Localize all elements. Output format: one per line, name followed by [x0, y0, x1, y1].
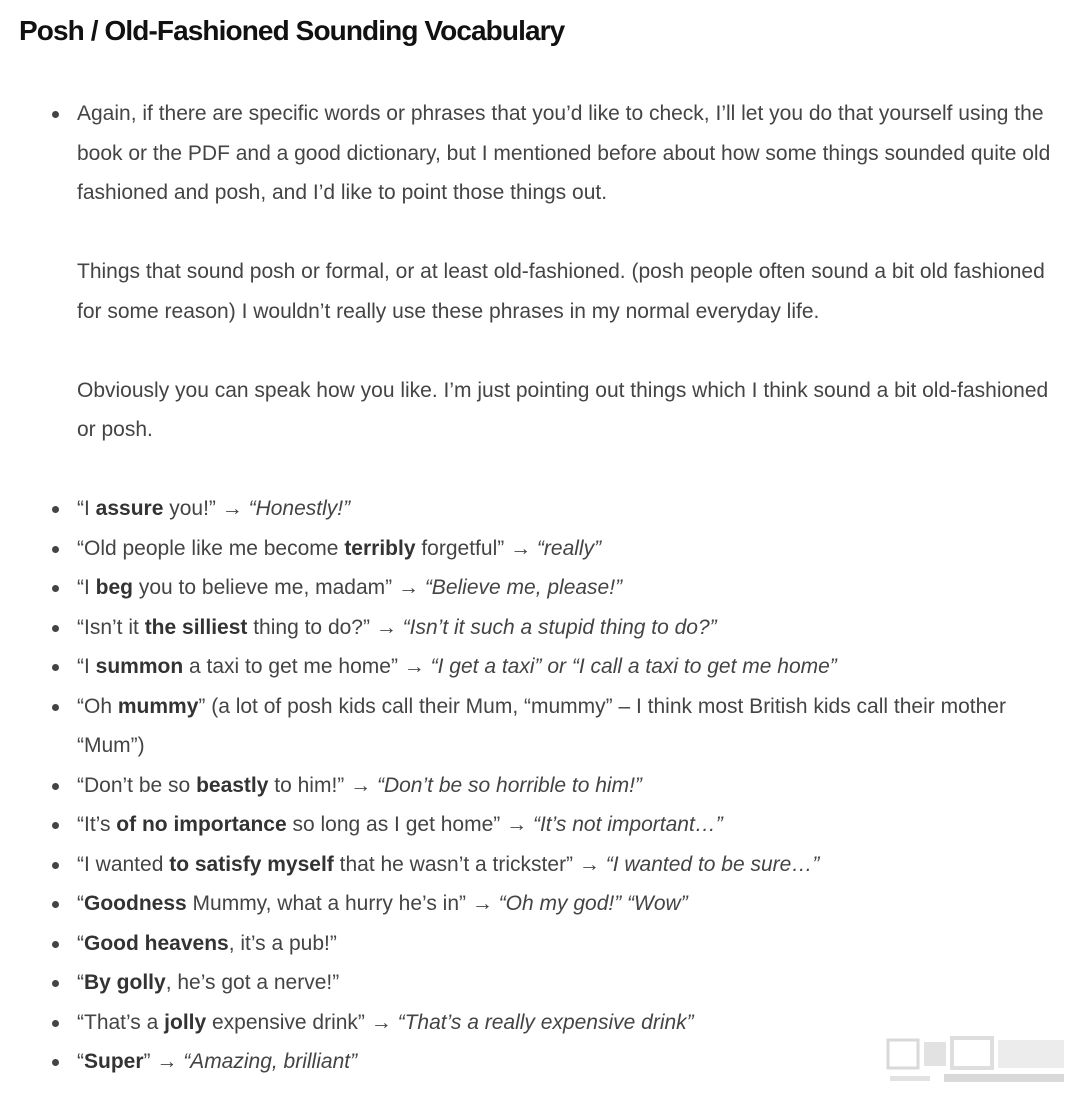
phrase-item: [0, 608, 1060, 648]
phrase-meaning: “Honestly!”: [248, 497, 351, 520]
phrase-meaning: “I get a taxi” or “I call a taxi to get me home”: [430, 655, 837, 678]
phrase-keyword: Super: [84, 1050, 144, 1073]
phrase-text: forgetful”: [415, 536, 511, 560]
phrase-keyword: of no importance: [116, 813, 287, 836]
phrase-keyword: mummy: [117, 694, 199, 718]
watermark-logo: [884, 1032, 1070, 1088]
phrase-text: “I: [77, 576, 96, 599]
phrase-meaning: “I wanted to be sure…”: [605, 852, 820, 876]
page-title: Posh / Old-Fashioned Sounding Vocabulary: [19, 15, 565, 46]
phrase-item: [0, 766, 1060, 806]
phrase-text: you!”: [163, 497, 222, 520]
phrase-text: “I: [77, 655, 96, 678]
phrase-text: to him!”: [268, 773, 351, 797]
arrow-icon: →: [403, 655, 425, 678]
phrase-text: ”: [143, 1050, 157, 1073]
phrase-keyword: jolly: [164, 1010, 207, 1034]
phrase-keyword: Goodness: [84, 892, 187, 915]
phrase-text: , it’s a pub!”: [228, 931, 337, 955]
arrow-icon: →: [510, 536, 532, 560]
phrase-text: a taxi to get me home”: [183, 655, 404, 678]
phrase-text: “Isn’t it: [77, 615, 145, 639]
phrase-item: [0, 489, 1060, 529]
phrase-item: [0, 568, 1060, 608]
phrase-keyword: summon: [95, 655, 184, 678]
arrow-icon: →: [221, 497, 243, 520]
phrase-meaning: “Don’t be so horrible to him!”: [376, 773, 642, 797]
arrow-icon: →: [578, 852, 600, 876]
phrase-meaning: “Isn’t it such a stupid thing to do?”: [402, 615, 717, 639]
phrase-keyword: By golly: [84, 971, 166, 994]
phrase-text: “That’s a: [77, 1010, 165, 1034]
phrase-keyword: beastly: [196, 773, 269, 797]
phrase-meaning: “Believe me, please!”: [424, 576, 623, 599]
intro-paragraph: Again, if there are specific words or phrases that you’d like to check, I’ll let you do that yourself using the book or the PDF and a good dictionary, but I mentioned before about how some things sounded quite old fashioned and posh, and I’d like to point those things out.: [77, 102, 1051, 204]
phrase-keyword: terribly: [344, 536, 416, 560]
phrase-item: [0, 647, 1060, 687]
arrow-icon: →: [506, 813, 528, 836]
phrase-text: thing to do?”: [247, 615, 376, 639]
intro-item: [0, 94, 1060, 450]
phrase-keyword: the silliest: [144, 615, 248, 639]
phrase-list: [0, 489, 1060, 1082]
arrow-icon: →: [471, 892, 493, 915]
phrase-item: [0, 687, 1060, 766]
phrase-item: [0, 924, 1060, 964]
phrase-keyword: beg: [95, 576, 134, 599]
arrow-icon: →: [370, 1010, 392, 1034]
phrase-text: expensive drink”: [206, 1010, 371, 1034]
arrow-icon: →: [350, 773, 372, 797]
phrase-text: “Oh: [77, 694, 118, 718]
phrase-text: “Don’t be so: [77, 773, 197, 797]
arrow-icon: →: [397, 576, 419, 599]
phrase-text: “: [77, 1050, 84, 1073]
phrase-text: “: [77, 971, 84, 994]
phrase-keyword: assure: [95, 497, 164, 520]
phrase-text: that he wasn’t a trickster”: [333, 852, 579, 876]
phrase-text: ” (a lot of posh kids call their Mum, “mummy” – I think most British kids call their mother “Mum”): [77, 694, 1006, 757]
intro-paragraph: Things that sound posh or formal, or at least old-fashioned. (posh people often sound a bit old fashioned for some reason) I wouldn’t really use these phrases in my normal everyday life.: [77, 260, 1045, 323]
phrase-text: Mummy, what a hurry he’s in”: [186, 892, 472, 915]
intro-list: [0, 94, 1060, 450]
phrase-text: “I wanted: [77, 852, 170, 876]
phrase-item: [0, 845, 1060, 885]
phrase-keyword: to satisfy myself: [169, 852, 334, 876]
phrase-meaning: “Oh my god!” “Wow”: [498, 892, 688, 915]
phrase-item: [0, 963, 1060, 1003]
phrase-meaning: “That’s a really expensive drink”: [397, 1010, 694, 1034]
phrase-item: [0, 529, 1060, 569]
phrase-text: “Old people like me become: [77, 536, 345, 560]
phrase-text: “I: [77, 497, 96, 520]
arrow-icon: →: [375, 615, 397, 639]
phrase-text: “: [77, 931, 84, 955]
phrase-meaning: “Amazing, brilliant”: [183, 1050, 358, 1073]
phrase-keyword: Good heavens: [84, 931, 229, 955]
phrase-text: “: [77, 892, 84, 915]
phrase-meaning: “really”: [536, 536, 602, 560]
phrase-text: , he’s got a nerve!”: [165, 971, 340, 994]
phrase-item: [0, 884, 1060, 924]
phrase-meaning: “It’s not important…”: [532, 813, 723, 836]
phrase-text: you to believe me, madam”: [133, 576, 398, 599]
arrow-icon: →: [156, 1050, 178, 1073]
phrase-text: “It’s: [77, 813, 117, 836]
intro-paragraph: Obviously you can speak how you like. I’m just pointing out things which I think sound a bit old-fashioned or posh.: [77, 378, 1049, 441]
phrase-text: so long as I get home”: [286, 813, 507, 836]
phrase-item: [0, 805, 1060, 845]
